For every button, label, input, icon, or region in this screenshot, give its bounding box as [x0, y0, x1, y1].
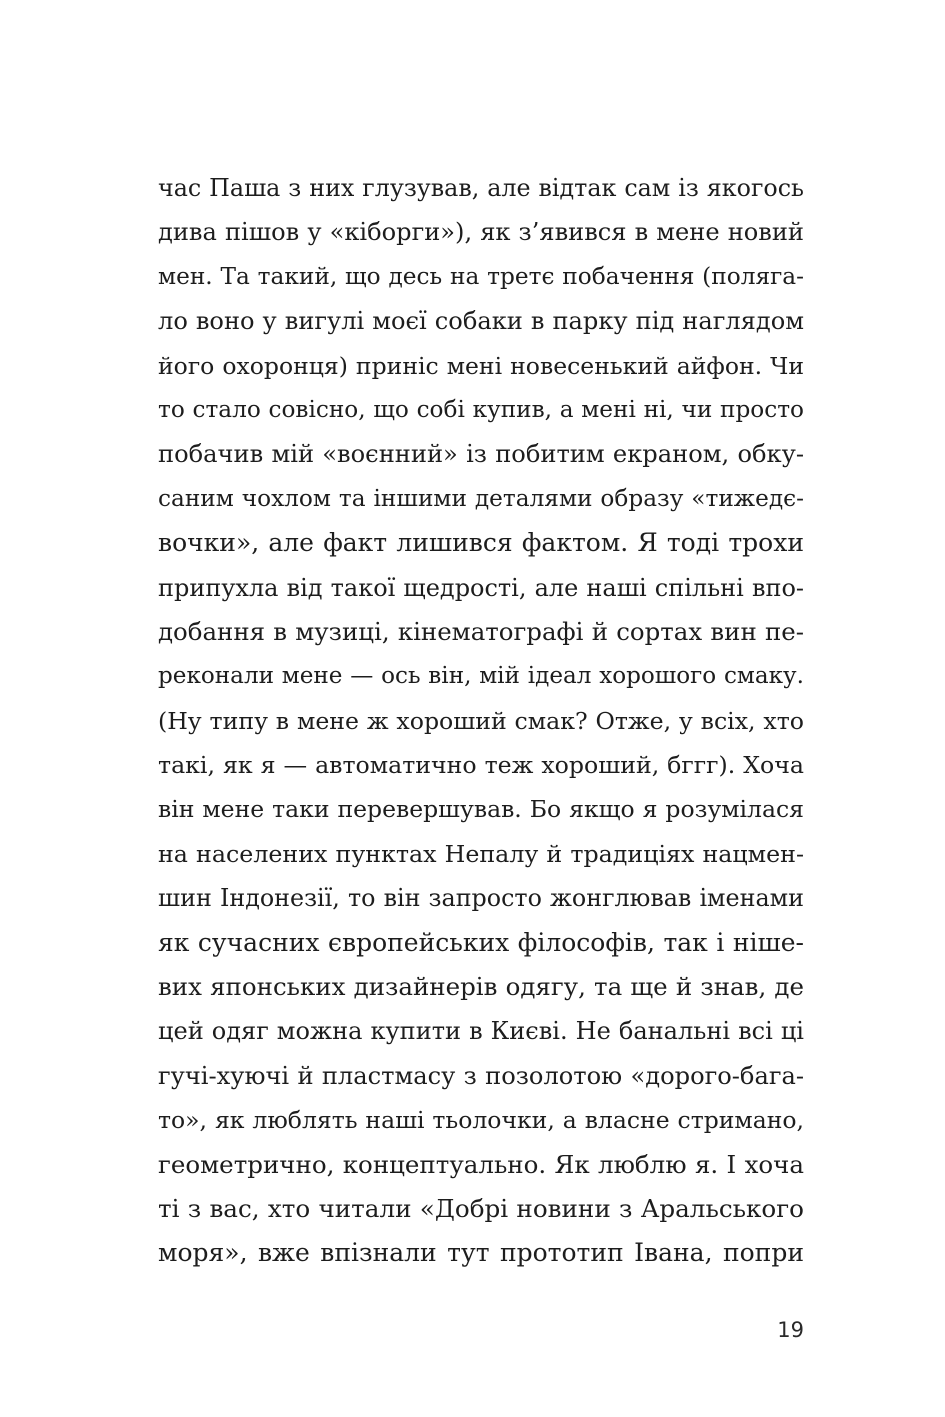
text-line: він мене таки перевершував. Бо якщо я розумілася: [158, 795, 804, 824]
text-line: вих японських дизайнерів одягу, та ще й знав, де: [158, 972, 804, 1002]
text-line: дива пішов у «кіборги»), як з’явився в мене новий: [158, 218, 804, 247]
text-line: на населених пунктах Непалу й традиціях нацмен-: [158, 839, 804, 868]
text-line: геометрично, концептуально. Як люблю я. І хоча: [158, 1149, 804, 1179]
text-line: такі, як я — автоматично теж хороший, бггг). Хоча: [158, 751, 804, 780]
text-line: саним чохлом та іншими деталями образу «тижедє-: [158, 484, 804, 512]
text-line: то», як люблять наші тьолочки, а власне стримано,: [158, 1106, 804, 1135]
body-text: [158, 166, 804, 1276]
text-line: (Ну типу в мене ж хороший смак? Отже, у всіх, хто: [158, 706, 804, 735]
text-line: моря», вже впізнали тут прототип Івана, попри: [158, 1238, 804, 1268]
text-line: вочки», але факт лишився фактом. Я тоді трохи: [158, 528, 804, 558]
text-line: то стало совісно, що собі купив, а мені ні, чи просто: [158, 395, 804, 423]
text-line: добання в музиці, кінематографі й сортах вин пе-: [158, 616, 804, 646]
text-line: гучі-хуючі й пластмасу з позолотою «дорого-бага-: [158, 1061, 804, 1090]
text-line: ті з вас, хто читали «Добрі новини з Аральського: [158, 1193, 804, 1223]
text-line: ло воно у вигулі моєї собаки в парку під наглядом: [158, 307, 804, 336]
text-line: мен. Та такий, що десь на третє побачення (полягa-: [158, 262, 804, 290]
text-line: припухла від такої щедрості, але наші спільні впо-: [158, 573, 804, 602]
text-line: цей одяг можна купити в Києві. Не банальні всі ці: [158, 1017, 804, 1046]
text-line: шин Індонезії, то він запросто жонглював іменами: [158, 884, 804, 913]
page-number: 19: [777, 1318, 804, 1342]
text-line: його охоронця) приніс мені новесенький айфон. Чи: [158, 351, 804, 380]
text-line: реконали мене — ось він, мій ідеал хорошого смаку.: [158, 663, 804, 690]
text-line: побачив мій «воєнний» із побитим екраном, обку-: [158, 440, 804, 469]
text-line: як сучасних європейських філософів, так і ніше-: [158, 927, 804, 957]
text-line: час Паша з них глузував, але відтак сам із якогось: [158, 174, 804, 202]
